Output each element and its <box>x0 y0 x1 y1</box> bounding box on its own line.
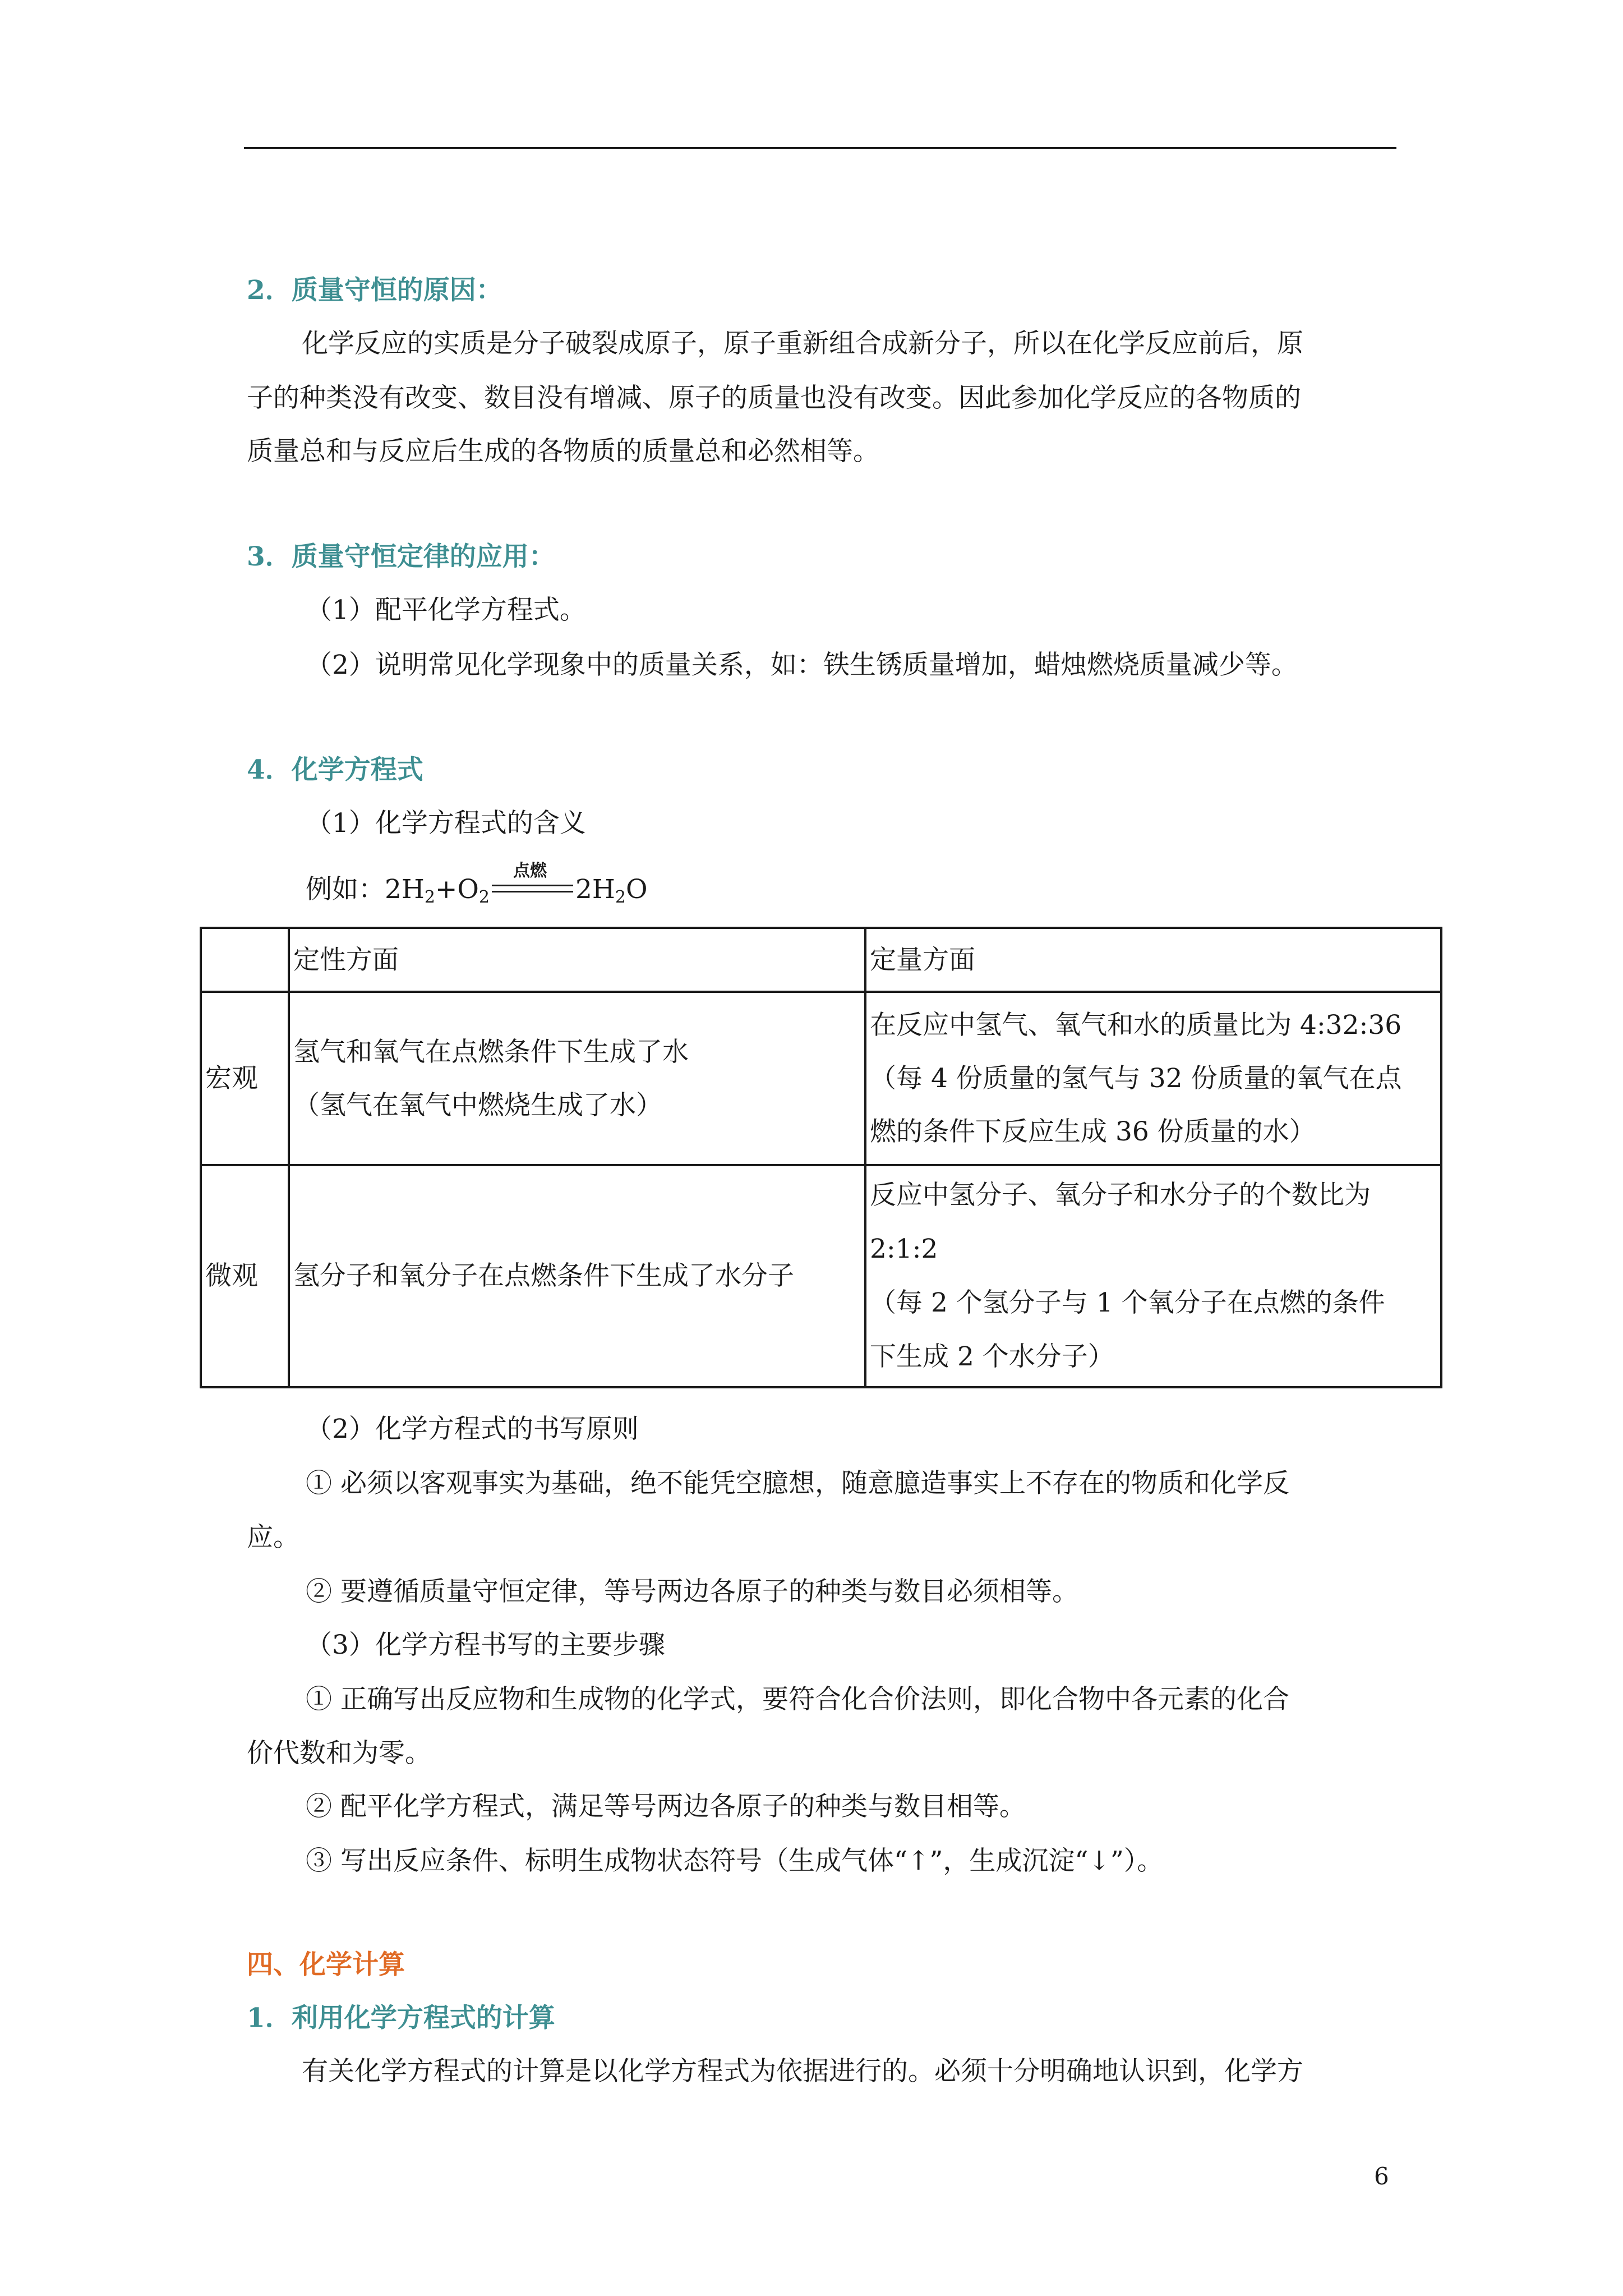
step-3: ③ 写出反应条件、标明生成物状态符号（生成气体“↑”，生成沉淀“↓”）。 <box>306 1846 1164 1876</box>
table-row <box>201 1165 1441 1387</box>
section-2-line-1: 化学反应的实质是分子破裂成原子，原子重新组合成新分子，所以在化学反应前后，原 <box>302 328 1303 359</box>
macro-quantitative-cell <box>865 992 1441 1165</box>
macro-qualitative-cell <box>289 992 865 1165</box>
section-4-sub-2: （2）化学方程式的书写原则 <box>306 1414 639 1444</box>
section-4-heading: 4．化学方程式 <box>247 754 423 785</box>
cell-line: 反应中氢分子、氧分子和水分子的个数比为 <box>870 1180 1371 1211</box>
eq-sub-2b: 2 <box>478 887 490 907</box>
table-header-qualitative: 定性方面 <box>289 928 865 992</box>
cell-line: （氢气在氧气中燃烧生成了水） <box>293 1089 662 1121</box>
table-header-quantitative: 定量方面 <box>865 928 1441 992</box>
equation-example <box>306 861 648 907</box>
part-4-heading: 四、化学计算 <box>247 1949 405 1980</box>
cell-line: 氢分子和氧分子在点燃条件下生成了水分子 <box>293 1260 794 1291</box>
table-header-cell-empty <box>201 928 289 992</box>
rule-2: ② 要遵循质量守恒定律，等号两边各原子的种类与数目必须相等。 <box>306 1576 1078 1607</box>
table-row <box>201 992 1441 1165</box>
cell-line: （每 4 份质量的氢气与 32 份质量的氧气在点 <box>870 1063 1402 1094</box>
cell-line: 下生成 2 个水分子） <box>870 1341 1114 1372</box>
step-1-line-1: ① 正确写出反应物和生成物的化学式，要符合化合价法则，即化合物中各元素的化合 <box>306 1684 1289 1715</box>
eq-sub-2a: 2 <box>424 887 435 907</box>
rule-1-line-2: 应。 <box>247 1522 299 1553</box>
cell-line: 在反应中氢气、氧气和水的质量比为 4:32:36 <box>870 1010 1402 1041</box>
cell-line: （每 2 个氢分子与 1 个氧分子在点燃的条件 <box>870 1287 1385 1318</box>
section-3-item-1: （1）配平化学方程式。 <box>306 595 586 625</box>
header-rule <box>244 147 1396 149</box>
eq-h2: 2H <box>385 874 425 905</box>
eq-sub-2c: 2 <box>615 887 626 907</box>
part-4-line: 有关化学方程式的计算是以化学方程式为依据进行的。必须十分明确地认识到，化学方 <box>302 2056 1303 2087</box>
section-4-sub-1: （1）化学方程式的含义 <box>306 808 586 839</box>
eq-plus-o: +O <box>435 874 479 905</box>
micro-qualitative-cell <box>289 1165 865 1387</box>
cell-line: 燃的条件下反应生成 36 份质量的水） <box>870 1116 1316 1147</box>
example-prefix: 例如： <box>306 874 385 905</box>
section-3-item-2: （2）说明常见化学现象中的质量关系，如：铁生锈质量增加，蜡烛燃烧质量减少等。 <box>306 650 1298 680</box>
section-2-line-3: 质量总和与反应后生成的各物质的质量总和必然相等。 <box>247 436 879 467</box>
section-4-sub-3: （3）化学方程书写的主要步骤 <box>306 1630 665 1660</box>
equation-meaning-table <box>200 927 1442 1388</box>
page-number: 6 <box>1374 2162 1389 2190</box>
condition-label: 点燃 <box>513 861 547 881</box>
equals-sign-with-condition <box>492 861 573 901</box>
micro-quantitative-cell <box>865 1165 1441 1387</box>
step-1-line-2: 价代数和为零。 <box>247 1738 431 1769</box>
eq-rhs-o: O <box>625 874 648 905</box>
section-2-line-2: 子的种类没有改变、数目没有增减、原子的质量也没有改变。因此参加化学反应的各物质的 <box>247 383 1301 413</box>
step-2: ② 配平化学方程式，满足等号两边各原子的种类与数目相等。 <box>306 1791 1026 1822</box>
section-2-heading: 2．质量守恒的原因： <box>247 275 502 306</box>
row-label-macro: 宏观 <box>201 992 289 1165</box>
part-4-sub-heading: 1．利用化学方程式的计算 <box>247 2003 555 2033</box>
cell-line: 2:1:2 <box>870 1234 938 1264</box>
eq-rhs-h: 2H <box>575 874 615 905</box>
cell-line: 氢气和氧气在点燃条件下生成了水 <box>293 1036 689 1068</box>
row-label-micro: 微观 <box>201 1165 289 1387</box>
table-header-row <box>201 928 1441 992</box>
rule-1-line-1: ① 必须以客观事实为基础，绝不能凭空臆想，随意臆造事实上不存在的物质和化学反 <box>306 1468 1289 1499</box>
section-3-heading: 3．质量守恒定律的应用： <box>247 541 555 572</box>
